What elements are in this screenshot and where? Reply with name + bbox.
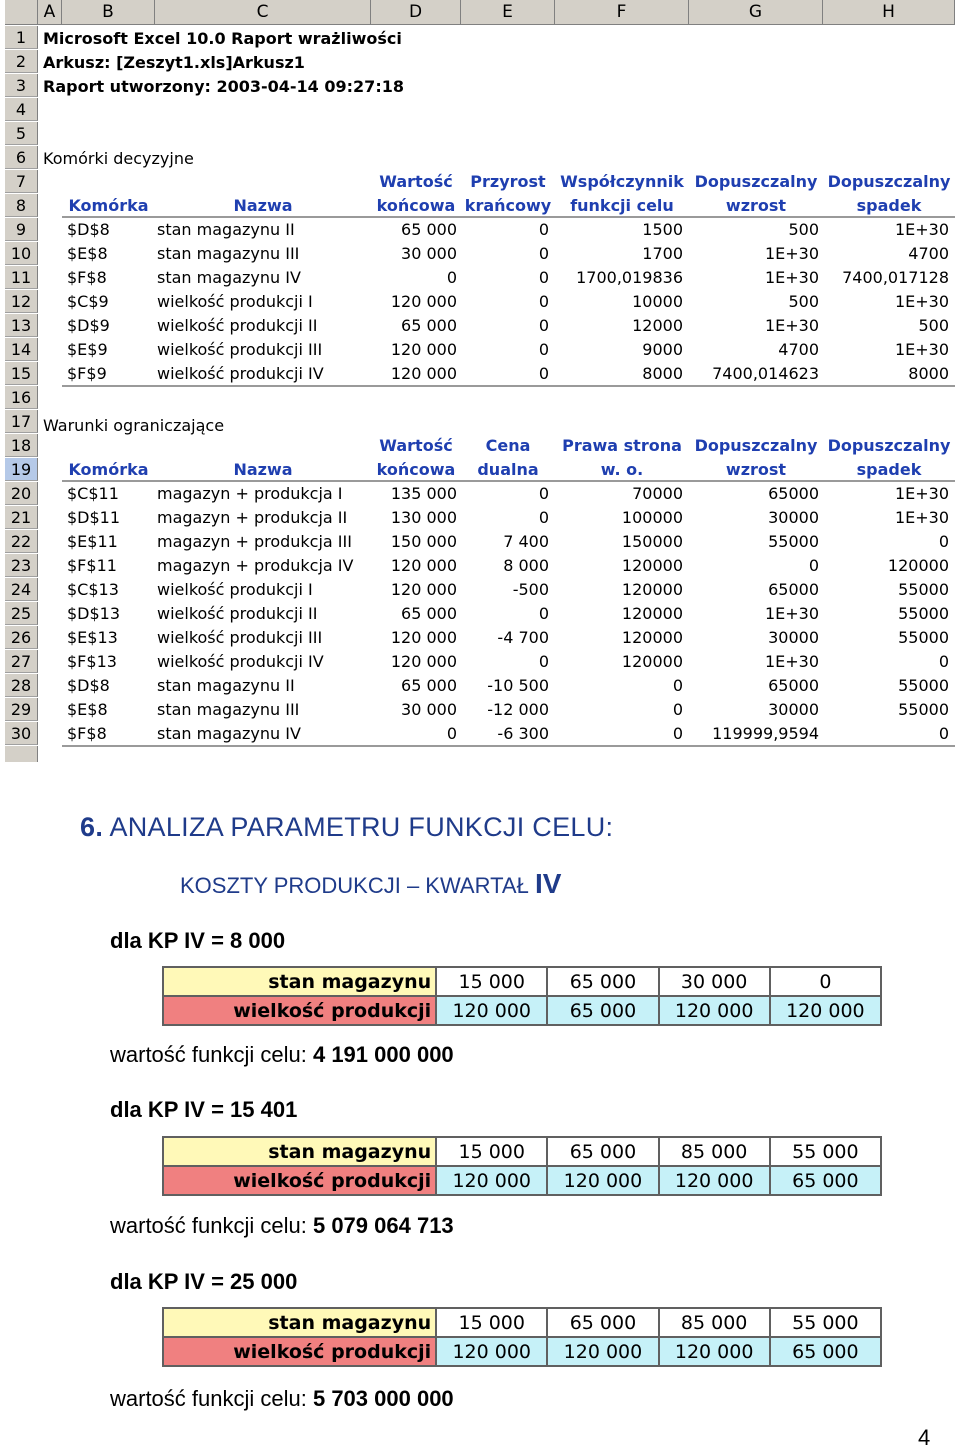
row-header[interactable]: 17 [5,410,38,433]
table-cell: 0 [672,724,683,743]
table-header: Dopuszczalny [694,436,818,455]
table-cell: 12000 [632,316,683,335]
table-cell: 120000 [621,556,683,575]
row-header[interactable]: 27 [5,650,38,673]
table-cell: 1E+30 [764,268,819,287]
row-header[interactable]: 12 [5,290,38,313]
row-label-production: wielkość produkcji [163,1337,436,1366]
table-cell: 119999,9594 [712,724,819,743]
row-header[interactable]: 8 [5,194,38,217]
table-cell: 0 [538,268,549,287]
row-header[interactable]: 24 [5,578,38,601]
table-cell: 0 [538,508,549,527]
table-cell: 0 [538,364,549,383]
stock-value: 65 000 [547,967,658,996]
production-value: 65 000 [770,1166,881,1195]
table-cell: -500 [512,580,549,599]
row-header[interactable]: 5 [5,122,38,145]
table-cell: $D$8 [67,676,110,695]
table-cell: 0 [538,604,549,623]
table-header: Nazwa [233,196,293,215]
row-header[interactable]: 4 [5,98,38,121]
table-cell: 65 000 [401,316,457,335]
row-header[interactable]: 14 [5,338,38,361]
objective-label: wartość funkcji celu: [110,1213,313,1238]
table-cell: 65000 [768,484,819,503]
table-cell: 65000 [768,676,819,695]
stock-value: 85 000 [659,1308,770,1337]
stock-value: 0 [770,967,881,996]
column-header-h[interactable]: H [823,0,955,25]
table-cell: $C$13 [67,580,119,599]
table-header: końcowa [376,460,456,479]
row-header[interactable]: 11 [5,266,38,289]
table-cell: 500 [788,292,819,311]
table-cell: wielkość produkcji IV [157,652,324,671]
row-header[interactable] [5,746,38,762]
table-cell: 150000 [621,532,683,551]
table-header: krańcowy [464,196,552,215]
table-cell: stan magazynu II [157,220,295,239]
table-cell: 0 [538,340,549,359]
table-header: funkcji celu [570,196,674,215]
row-label-stock: stan magazynu [163,1308,436,1337]
row-header[interactable]: 29 [5,698,38,721]
table-cell: 1E+30 [894,340,949,359]
table-cell: 7 400 [503,532,549,551]
table-cell: 1E+30 [764,316,819,335]
row-header[interactable]: 22 [5,530,38,553]
table-cell: 30 000 [401,700,457,719]
production-value: 120 000 [659,1337,770,1366]
production-value: 65 000 [547,996,658,1025]
row-header[interactable]: 1 [5,26,38,49]
row-header[interactable]: 18 [5,434,38,457]
table-row [163,1166,881,1195]
table-cell: -12 000 [487,700,549,719]
row-header[interactable]: 6 [5,146,38,169]
table-cell: wielkość produkcji III [157,340,323,359]
table-cell: 0 [446,724,457,743]
report-line-3: Raport utworzony: 2003-04-14 09:27:18 [43,77,404,96]
table-row [163,1308,881,1337]
stock-value: 65 000 [547,1137,658,1166]
table-cell: 500 [788,220,819,239]
row-header[interactable]: 25 [5,602,38,625]
table-header: Komórka [68,196,149,215]
table-row [163,967,881,996]
table-cell: 120000 [621,628,683,647]
table-cell: magazyn + produkcja I [157,484,343,503]
row-header[interactable]: 9 [5,218,38,241]
table-cell: $E$9 [67,340,108,359]
table-row [163,1137,881,1166]
table-cell: 55000 [898,604,949,623]
table-cell: stan magazynu II [157,676,295,695]
objective-label: wartość funkcji celu: [110,1042,313,1067]
stock-value: 15 000 [436,967,547,996]
table-header: końcowa [376,196,456,215]
section-heading [80,812,613,843]
table-cell: 0 [938,724,949,743]
table-cell: 0 [538,292,549,311]
table-cell: 10000 [632,292,683,311]
production-value: 120 000 [436,996,547,1025]
table-cell: 9000 [642,340,683,359]
row-label-production: wielkość produkcji [163,996,436,1025]
parameter-table [162,966,882,1026]
table-cell: 500 [918,316,949,335]
stock-value: 55 000 [770,1308,881,1337]
table-cell: 120 000 [390,364,457,383]
objective-result [110,1213,454,1239]
production-value: 120 000 [659,1166,770,1195]
production-value: 120 000 [770,996,881,1025]
production-value: 120 000 [547,1337,658,1366]
table-cell: 0 [538,316,549,335]
select-all-corner[interactable] [5,0,38,25]
table-cell: 7400,014623 [712,364,819,383]
stock-value: 30 000 [659,967,770,996]
table-cell: 0 [446,268,457,287]
table-cell: $E$8 [67,244,108,263]
table-cell: wielkość produkcji I [157,580,313,599]
table-cell: $E$11 [67,532,118,551]
table-cell: wielkość produkcji I [157,292,313,311]
table-cell: 55000 [898,700,949,719]
table-cell: 0 [808,556,819,575]
table-cell: 65 000 [401,604,457,623]
row-header[interactable]: 20 [5,482,38,505]
table-cell: 120 000 [390,340,457,359]
table-cell: $D$9 [67,316,110,335]
column-header-bar [5,0,955,26]
case-label: dla KP IV = 8 000 [110,928,286,953]
table-header: Komórka [68,460,149,479]
table-cell: 0 [672,676,683,695]
table-cell: magazyn + produkcja IV [157,556,354,575]
table-cell: -4 700 [497,628,549,647]
table-cell: stan magazynu IV [157,268,301,287]
table-cell: 0 [672,700,683,719]
table-cell: 1500 [642,220,683,239]
table-cell: 0 [538,220,549,239]
stock-value: 55 000 [770,1137,881,1166]
row-header[interactable]: 13 [5,314,38,337]
table-cell: 1E+30 [764,244,819,263]
table-cell: 120 000 [390,580,457,599]
table-cell: 30000 [768,628,819,647]
objective-result [110,1386,454,1412]
column-header-g[interactable]: G [689,0,823,25]
table-header: spadek [856,460,922,479]
production-value: 120 000 [659,996,770,1025]
table-header: Nazwa [233,460,293,479]
table-cell: 1E+30 [894,292,949,311]
column-header-f[interactable]: F [555,0,689,25]
table-cell: $D$13 [67,604,121,623]
table-header: Współczynnik [560,172,684,191]
row-header[interactable]: 19 [5,458,38,481]
page-number: 4 [918,1425,931,1450]
table-header: Wartość [379,436,453,455]
table-cell: stan magazynu III [157,700,300,719]
table-cell: 1E+30 [894,484,949,503]
stock-value: 65 000 [547,1308,658,1337]
production-value: 120 000 [547,1166,658,1195]
table-header: Dopuszczalny [827,172,951,191]
production-value: 120 000 [436,1337,547,1366]
report-line-2: Arkusz: [Zeszyt1.xls]Arkusz1 [43,53,305,72]
row-header[interactable]: 3 [5,74,38,97]
row-header[interactable]: 28 [5,674,38,697]
row-header[interactable]: 15 [5,362,38,385]
table-cell: $E$13 [67,628,118,647]
stock-value: 15 000 [436,1308,547,1337]
stock-value: 85 000 [659,1137,770,1166]
table-cell: 120000 [621,652,683,671]
row-header[interactable]: 2 [5,50,38,73]
table-cell: 0 [538,244,549,263]
parameter-table [162,1307,882,1367]
table-cell: 4700 [908,244,949,263]
row-label-stock: stan magazynu [163,967,436,996]
table-cell: 4700 [778,340,819,359]
table-header: wzrost [725,196,787,215]
objective-value: 5 703 000 000 [312,1386,454,1411]
excel-sensitivity-report [5,0,955,762]
stock-value: 15 000 [436,1137,547,1166]
section-number: 6. [80,812,104,842]
table-cell: 120000 [621,604,683,623]
table-cell: $F$8 [67,268,107,287]
decision-cells-title: Komórki decyzyjne [43,149,194,168]
table-cell: stan magazynu IV [157,724,301,743]
table-cell: 120 000 [390,292,457,311]
table-cell: -6 300 [497,724,549,743]
table-cell: -10 500 [487,676,549,695]
table-cell: 55000 [898,676,949,695]
table-cell: $E$8 [67,700,108,719]
table-header: Prawa strona [562,436,682,455]
parameter-table [162,1136,882,1196]
table-cell: 1E+30 [764,604,819,623]
table-header: wzrost [725,460,787,479]
table-cell: 0 [538,652,549,671]
table-cell: $C$9 [67,292,109,311]
table-cell: 30000 [768,700,819,719]
row-header[interactable]: 7 [5,170,38,193]
table-cell: 65 000 [401,220,457,239]
table-cell: $C$11 [67,484,119,503]
case-label: dla KP IV = 15 401 [110,1097,298,1122]
row-label-production: wielkość produkcji [163,1166,436,1195]
divider [62,385,955,387]
table-cell: 30 000 [401,244,457,263]
table-cell: 1700,019836 [576,268,683,287]
table-cell: wielkość produkcji IV [157,364,324,383]
table-cell: $F$8 [67,724,107,743]
section-subtitle-roman: IV [534,868,562,899]
table-cell: 120 000 [390,556,457,575]
table-header: Wartość [379,172,453,191]
divider [62,745,955,747]
table-cell: 120 000 [390,652,457,671]
production-value: 120 000 [436,1166,547,1195]
table-cell: 55000 [898,628,949,647]
table-cell: 1700 [642,244,683,263]
section-subtitle-text: KOSZTY PRODUKCJI – KWARTAŁ [180,873,529,898]
objective-value: 5 079 064 713 [312,1213,454,1238]
row-header[interactable]: 30 [5,722,38,745]
table-cell: 8 000 [503,556,549,575]
table-cell: wielkość produkcji II [157,604,318,623]
table-cell: 0 [938,652,949,671]
production-value: 65 000 [770,1337,881,1366]
table-cell: 0 [538,484,549,503]
table-cell: magazyn + produkcja III [157,532,352,551]
table-cell: 1E+30 [894,508,949,527]
objective-label: wartość funkcji celu: [110,1386,313,1411]
table-cell: 0 [938,532,949,551]
column-header-e[interactable]: E [461,0,555,25]
row-header[interactable]: 26 [5,626,38,649]
table-cell: $F$9 [67,364,107,383]
report-line-1: Microsoft Excel 10.0 Raport wrażliwości [43,29,402,48]
table-cell: 55000 [898,580,949,599]
row-label-stock: stan magazynu [163,1137,436,1166]
table-cell: 1E+30 [894,220,949,239]
table-cell: 30000 [768,508,819,527]
table-cell: magazyn + produkcja II [157,508,348,527]
table-cell: wielkość produkcji II [157,316,318,335]
table-cell: 100000 [621,508,683,527]
table-header: Dopuszczalny [694,172,818,191]
table-cell: 1E+30 [764,652,819,671]
column-header-c[interactable]: C [155,0,371,25]
table-cell: $D$8 [67,220,110,239]
table-cell: 8000 [908,364,949,383]
objective-result [110,1042,454,1068]
column-header-d[interactable]: D [371,0,461,25]
column-header-a[interactable]: A [38,0,62,25]
table-header: Dopuszczalny [827,436,951,455]
table-header: Przyrost [470,172,546,191]
table-header: Cena [485,436,531,455]
case-label: dla KP IV = 25 000 [110,1269,298,1294]
constraints-title: Warunki ograniczające [43,416,225,435]
table-cell: 120000 [887,556,949,575]
table-cell: 7400,017128 [842,268,949,287]
table-cell: 70000 [632,484,683,503]
section-subtitle [180,868,561,900]
table-row [163,1337,881,1366]
table-cell: 120000 [621,580,683,599]
table-header: dualna [477,460,539,479]
table-cell: 135 000 [390,484,457,503]
table-cell: 150 000 [390,532,457,551]
table-cell: wielkość produkcji III [157,628,323,647]
row-header[interactable]: 21 [5,506,38,529]
table-cell: 65000 [768,580,819,599]
table-cell: $F$13 [67,652,117,671]
table-cell: $F$11 [67,556,117,575]
table-header: spadek [856,196,922,215]
table-cell: stan magazynu III [157,244,300,263]
table-cell: 120 000 [390,628,457,647]
objective-value: 4 191 000 000 [312,1042,454,1067]
table-cell: 8000 [642,364,683,383]
row-header[interactable]: 23 [5,554,38,577]
table-cell: 130 000 [390,508,457,527]
table-cell: 65 000 [401,676,457,695]
table-header: w. o. [600,460,644,479]
row-header[interactable]: 10 [5,242,38,265]
section-title: ANALIZA PARAMETRU FUNKCJI CELU: [109,812,614,842]
table-cell: 55000 [768,532,819,551]
table-row [163,996,881,1025]
row-header[interactable]: 16 [5,386,38,409]
column-header-b[interactable]: B [62,0,155,25]
table-cell: $D$11 [67,508,121,527]
